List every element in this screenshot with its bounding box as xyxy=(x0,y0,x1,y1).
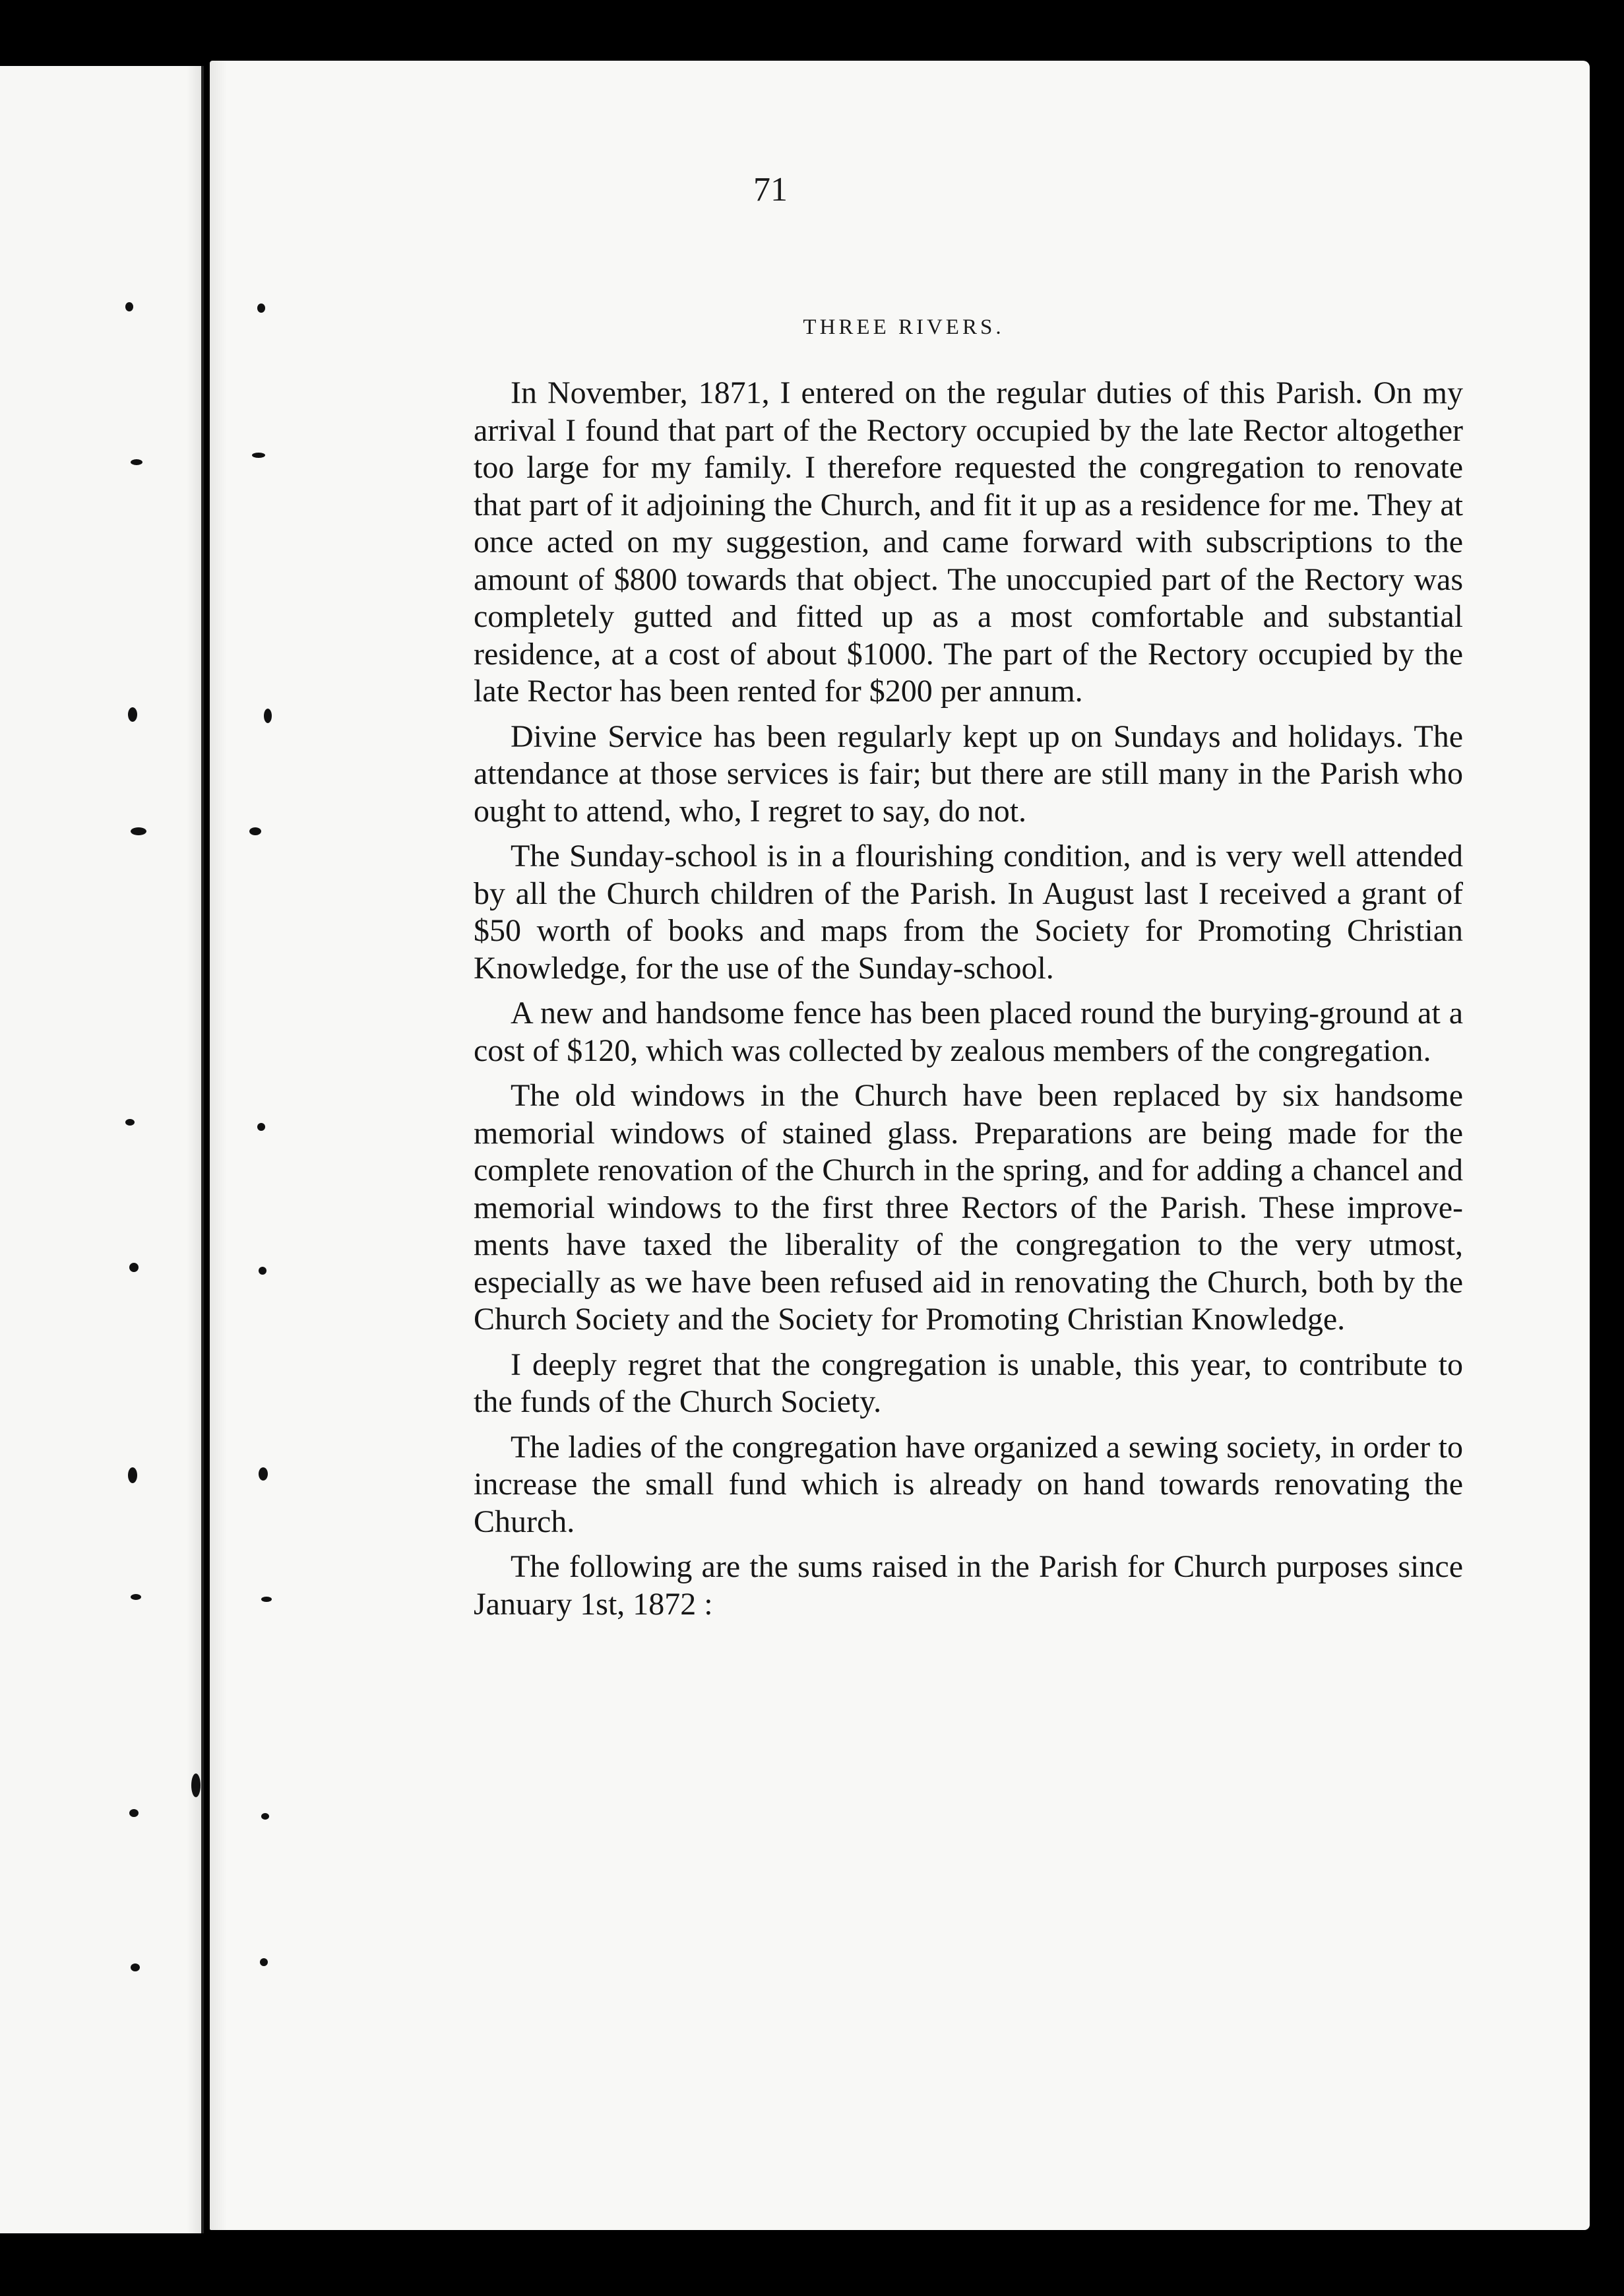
binding-hole xyxy=(125,1119,135,1126)
paragraph: Divine Service has been regularly kept up on Sundays and holidays. The attendance at those services is fair; but there are still many in the Parish who ought to attend, who, I regret to say, do not. xyxy=(474,718,1463,829)
binding-hole xyxy=(129,1263,139,1272)
gutter-shadow xyxy=(187,66,201,2233)
page-number: 71 xyxy=(753,171,788,208)
margin-mark xyxy=(259,1467,268,1481)
body-text xyxy=(474,375,1463,1631)
margin-mark xyxy=(264,709,272,723)
binding-hole xyxy=(129,1809,139,1817)
paragraph: A new and handsome fence has been placed round the burying-ground at a cost of $120, which was collected by zealous members of the congregation. xyxy=(474,996,1463,1068)
margin-mark xyxy=(252,453,265,458)
binding-hole xyxy=(128,1467,137,1483)
margin-mark xyxy=(261,1597,272,1602)
binding-hole xyxy=(131,827,146,835)
section-title: THREE RIVERS. xyxy=(803,315,1005,339)
binding-hole xyxy=(128,707,137,722)
margin-mark xyxy=(260,1958,268,1966)
binding-hole xyxy=(131,459,142,465)
margin-mark xyxy=(261,1813,269,1820)
paragraph: The old windows in the Church have been replaced by six handsome memorial windows of stained glass. Preparations are being made for the complete renovation of the Church in the spring, and for adding a chancel and memorial windows to the first three Rectors of the Parish. These improvements have taxed the liberality of the congregation to the very utmost, especially as we have been refused aid in renovating the Church, both by the Church Society and the Society for Promoting Christian Knowledge. xyxy=(474,1078,1463,1337)
paragraph: In November, 1871, I entered on the regular duties of this Parish. On my arrival I found that part of the Rectory occupied by the late Rector altogether too large for my family. I therefore requested the congregation to renovate that part of it adjoining the Church, and fit it up as a residence for me. They at once acted on my suggestion, and came forward with subscriptions to the amount of $800 towards that object. The unoccupied part of the Rectory was completely gutted and fitted up as a most comfortable and substantial residence, at a cost of about $1000. The part of the Rectory occupied by the late Rector has been rented for $200 per annum. xyxy=(474,375,1463,709)
margin-mark xyxy=(249,827,261,835)
binding-hole xyxy=(131,1963,140,1971)
facing-page xyxy=(0,66,204,2233)
paragraph: The ladies of the congregation have organized a sewing society, in order to increase the small fund which is already on hand towards renovating the Church. xyxy=(474,1429,1463,1539)
binding-hole xyxy=(125,302,133,311)
paragraph: The following are the sums raised in the Parish for Church purposes since January 1st, 1872 : xyxy=(474,1549,1463,1622)
page-edge-shadow xyxy=(210,61,227,2230)
margin-mark xyxy=(259,1267,266,1275)
paragraph: The Sunday-school is in a flourishing condition, and is very well attended by all the Church children of the Parish. In August last I received a grant of $50 worth of books and maps from the Society for Promoting Christian Knowledge, for the use of the Sunday-school. xyxy=(474,839,1463,986)
margin-mark xyxy=(257,303,265,313)
paragraph: I deeply regret that the congregation is unable, this year, to contribute to the funds of the Church Society. xyxy=(474,1347,1463,1419)
binding-hole xyxy=(131,1594,141,1600)
margin-mark xyxy=(191,1773,201,1797)
margin-mark xyxy=(257,1123,265,1131)
